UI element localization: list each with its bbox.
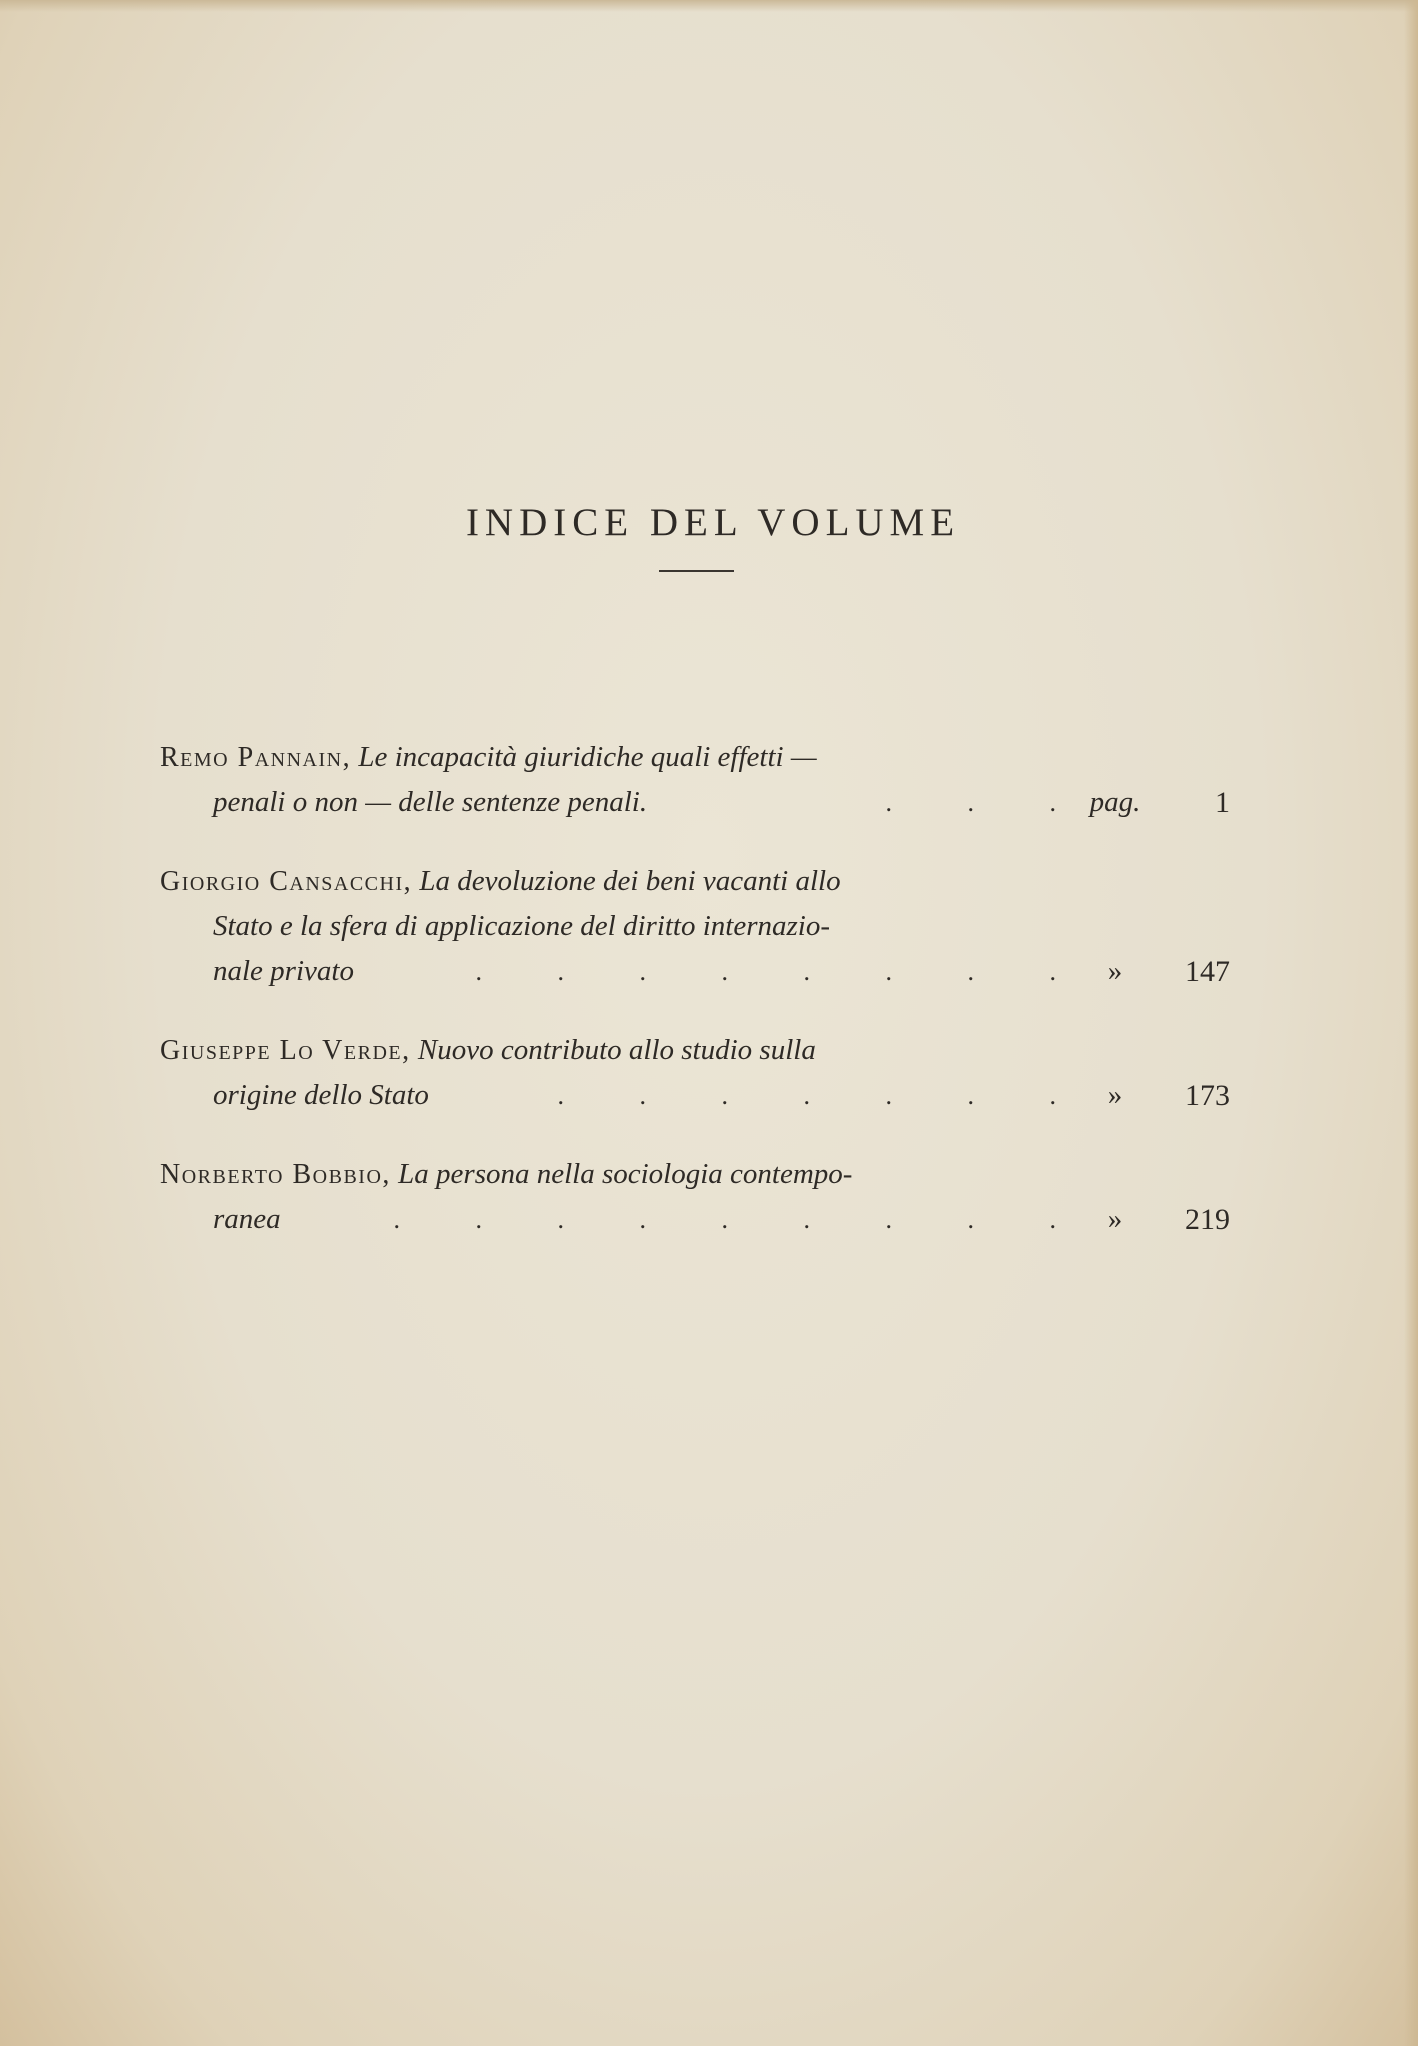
toc-page-ref	[1080, 1197, 1230, 1242]
page-title: INDICE DEL VOLUME	[465, 501, 961, 544]
title-divider	[659, 570, 734, 572]
page-label: pag.	[1089, 786, 1141, 818]
toc-title-line: origine dello Stato	[213, 1079, 429, 1111]
toc-title-line: La devoluzione dei beni vacanti allo	[419, 865, 841, 897]
toc-title-line: Nuovo contributo allo studio sulla	[417, 1034, 816, 1066]
leader-dots: . . . . . . .	[557, 1081, 1056, 1110]
toc-author: Norberto Bobbio,	[160, 1159, 391, 1190]
toc-page-ref	[1080, 949, 1230, 994]
toc-entry-line	[160, 1197, 1230, 1242]
toc-title-line: nale privato	[213, 955, 354, 987]
toc-author: Remo Pannain,	[160, 742, 352, 773]
toc-entry	[160, 859, 1230, 994]
page-number: 1	[1215, 786, 1230, 819]
page-number: 219	[1185, 1203, 1230, 1236]
toc-author: Giuseppe Lo Verde,	[160, 1035, 411, 1066]
page-number: 147	[1185, 955, 1230, 988]
page-label: »	[1107, 1079, 1123, 1111]
toc-entry-line	[160, 780, 1230, 825]
toc-entry-line	[160, 1028, 1230, 1073]
toc-entry	[160, 1152, 1230, 1242]
toc-entry-line	[160, 1073, 1230, 1118]
table-of-contents	[160, 735, 1230, 1242]
toc-entry-line	[160, 904, 1230, 949]
toc-title-line: penali o non — delle sentenze penali.	[213, 786, 648, 818]
toc-title-line: Stato e la sfera di applicazione del diritto internazio-	[213, 910, 831, 942]
toc-entry-line	[160, 859, 1230, 904]
leader-dots: . . . . . . . . .	[393, 1205, 1056, 1234]
toc-entry	[160, 1028, 1230, 1118]
page-number: 173	[1185, 1079, 1230, 1112]
toc-author: Giorgio Cansacchi,	[160, 866, 413, 897]
toc-title-line: La persona nella sociologia contempo-	[398, 1158, 853, 1190]
toc-entry-line	[160, 949, 1230, 994]
toc-entry-line	[160, 735, 1230, 780]
toc-title-line: ranea	[213, 1203, 281, 1235]
toc-page-ref	[1080, 780, 1230, 825]
toc-title-line: Le incapacità giuridiche quali effetti —	[358, 741, 817, 773]
leader-dots: . . . . . . . .	[475, 957, 1056, 986]
page-label: »	[1107, 1203, 1123, 1235]
page-label: »	[1107, 955, 1123, 987]
toc-entry-line	[160, 1152, 1230, 1197]
toc-page-ref	[1080, 1073, 1230, 1118]
toc-entry	[160, 735, 1230, 825]
leader-dots: . . .	[885, 788, 1056, 817]
